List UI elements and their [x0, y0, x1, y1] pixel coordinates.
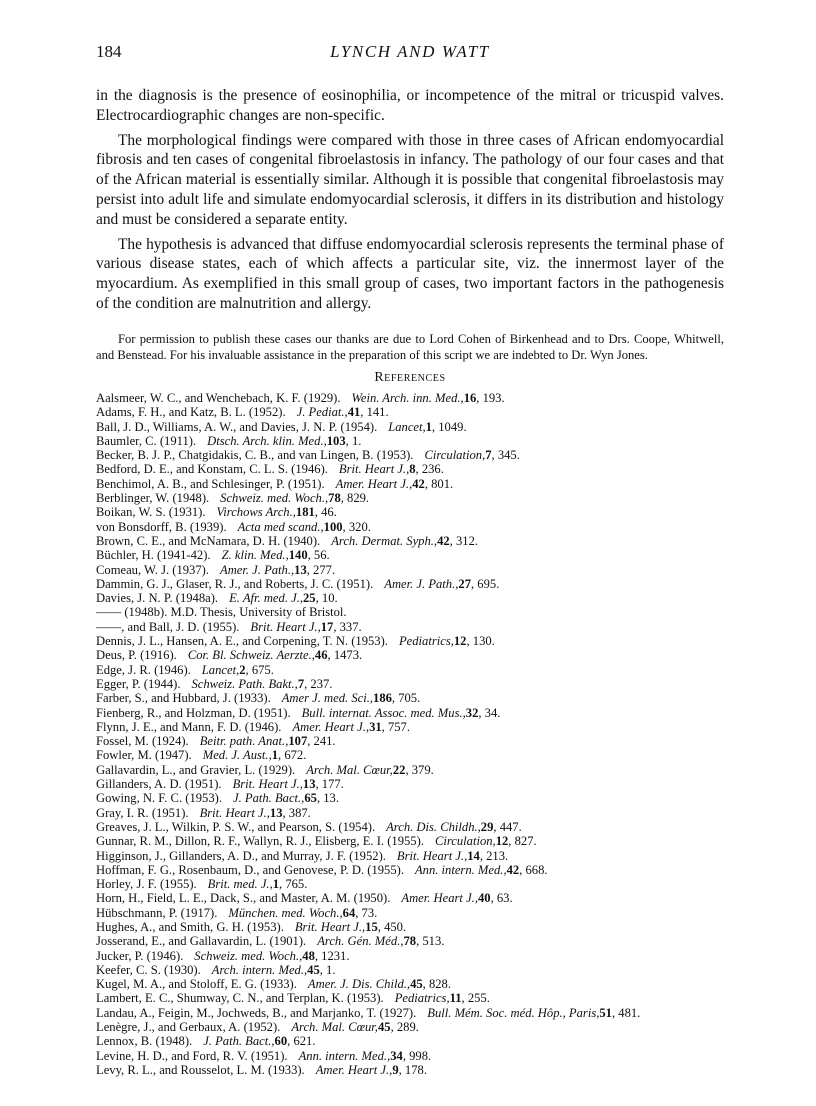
reference-author: Dammin, G. J., Glaser, R. J., and Roberts, J. C. (1951).	[96, 576, 374, 591]
reference-item	[96, 1020, 736, 1034]
reference-journal: Schweiz. med. Woch.,	[220, 491, 329, 506]
reference-journal: Bull. internat. Assoc. med. Mus.,	[301, 705, 466, 720]
reference-volume: 2	[239, 662, 246, 677]
references-list	[96, 391, 736, 1077]
reference-volume: 78	[328, 491, 341, 506]
reference-volume: 7	[297, 676, 305, 691]
reference-item	[96, 720, 736, 734]
reference-item	[96, 505, 736, 519]
reference-item	[96, 963, 736, 977]
reference-journal: Ann. intern. Med.,	[298, 1048, 391, 1063]
reference-author: Keefer, C. S. (1930).	[96, 962, 201, 977]
reference-journal: Amer J. med. Sci.,	[281, 691, 374, 706]
reference-page: , 13.	[316, 791, 339, 806]
reference-journal: Amer. Heart J.,	[315, 1062, 393, 1077]
reference-author: Jucker, P. (1946).	[96, 948, 184, 963]
reference-journal: Pediatrics,	[394, 991, 450, 1006]
reference-author: Greaves, J. L., Wilkin, P. S. W., and Pearson, S. (1954).	[96, 819, 376, 834]
reference-page: , 56.	[307, 548, 330, 563]
reference-journal: Brit. Heart J.,	[232, 777, 303, 792]
reference-item	[96, 391, 736, 405]
reference-volume: 60	[274, 1034, 288, 1049]
reference-author: Horn, H., Field, L. E., Dack, S., and Master, A. M. (1950).	[96, 891, 391, 906]
reference-author: Gray, I. R. (1951).	[96, 805, 189, 820]
acknowledgement-text: For permission to publish these cases our thanks are due to Lord Cohen of Birkenhead and to Drs. Coope, Whitwell, and Benstead. For his invaluable assistance in the preparation of this script we are indebted to Dr. Wyn Jones.	[96, 332, 724, 362]
reference-journal: Dtsch. Arch. klin. Med.,	[207, 433, 327, 448]
reference-volume: 65	[304, 791, 317, 806]
reference-page: , 757.	[381, 719, 410, 734]
reference-volume: 13	[302, 777, 316, 792]
reference-volume: 22	[392, 762, 406, 777]
reference-volume: 31	[369, 719, 382, 734]
reference-author: Josserand, E., and Gallavardin, L. (1901).	[96, 934, 307, 949]
reference-journal: Bull. Mém. Soc. méd. Hôp., Paris,	[427, 1005, 600, 1020]
reference-page: , 675.	[245, 662, 274, 677]
reference-author: Flynn, J. E., and Mann, F. D. (1946).	[96, 719, 282, 734]
reference-page: , 34.	[478, 705, 501, 720]
reference-item	[96, 677, 736, 691]
reference-volume: 45	[377, 1020, 391, 1035]
reference-item	[96, 734, 736, 748]
reference-item	[96, 420, 736, 434]
reference-page: , 1049.	[431, 419, 467, 434]
reference-author: Davies, J. N. P. (1948a).	[96, 591, 219, 606]
reference-item	[96, 849, 736, 863]
reference-author: Farber, S., and Hubbard, J. (1933).	[96, 691, 271, 706]
reference-journal: Amer. Heart J.,	[292, 719, 370, 734]
reference-author: Gunnar, R. M., Dillon, R. F., Wallyn, R. J., Elisberg, E. I. (1955).	[96, 834, 424, 849]
reference-page: , 320.	[342, 519, 371, 534]
reference-journal: E. Afr. med. J.,	[229, 591, 303, 606]
reference-volume: 14	[467, 848, 480, 863]
reference-volume: 48	[302, 948, 315, 963]
reference-page: , 827.	[508, 834, 537, 849]
reference-item	[96, 706, 736, 720]
reference-journal: Pediatrics,	[398, 634, 454, 649]
reference-item	[96, 548, 736, 562]
reference-page: , 46.	[314, 505, 337, 520]
reference-page: , 73.	[355, 905, 378, 920]
reference-volume: 34	[390, 1048, 403, 1063]
reference-item	[96, 834, 736, 848]
body-text	[96, 86, 724, 319]
reference-journal: Brit. Heart J.,	[338, 462, 410, 477]
reference-journal: Wein. Arch. inn. Med.,	[351, 391, 464, 405]
reference-page: , 178.	[398, 1062, 427, 1077]
reference-author: Landau, A., Feigin, M., Jochweds, B., and Marjanko, T. (1927).	[96, 1005, 417, 1020]
reference-page: , 1.	[345, 433, 362, 448]
reference-volume: 1	[425, 419, 432, 434]
reference-volume: 64	[342, 905, 356, 920]
reference-item	[96, 605, 736, 619]
reference-item	[96, 520, 736, 534]
reference-journal: Schweiz. med. Woch.,	[194, 948, 303, 963]
reference-item	[96, 891, 736, 905]
reference-item	[96, 906, 736, 920]
reference-volume: 32	[465, 705, 479, 720]
reference-page: , 672.	[278, 748, 307, 763]
reference-author: Berblinger, W. (1948).	[96, 491, 210, 506]
reference-volume: 41	[347, 405, 361, 420]
reference-item	[96, 748, 736, 762]
reference-volume: 7	[485, 448, 492, 463]
reference-item	[96, 763, 736, 777]
reference-journal: J. Path. Bact.,	[232, 791, 305, 806]
reference-volume: 1	[272, 877, 280, 892]
reference-author: Levine, H. D., and Ford, R. V. (1951).	[96, 1048, 288, 1063]
reference-journal: J. Pediat.,	[296, 405, 348, 420]
reference-journal: Z. klin. Med.,	[221, 548, 289, 563]
paragraph: The hypothesis is advanced that diffuse endomyocardial sclerosis represents the terminal phase of various disease states, each of which affects a particular site, viz. the innermost layer of the myocardium. As exemplified in this small group of cases, two important factors in the pathogenesis of the condition are malnutrition and allergy.	[96, 235, 724, 312]
reference-author: Benchimol, A. B., and Schlesinger, P. (1951).	[96, 476, 325, 491]
reference-item	[96, 663, 736, 677]
reference-page: , 237.	[304, 676, 333, 691]
reference-journal: München. med. Woch.,	[228, 905, 343, 920]
reference-author: Lennox, B. (1948).	[96, 1034, 193, 1049]
reference-page: , 513.	[416, 934, 445, 949]
reference-item	[96, 434, 736, 448]
reference-journal: Arch. Mal. Cœur,	[291, 1020, 378, 1035]
reference-author: Fowler, M. (1947).	[96, 748, 192, 763]
reference-volume: 16	[463, 391, 477, 405]
running-title: LYNCH AND WATT	[330, 42, 490, 61]
reference-journal: Brit. Heart J.,	[396, 848, 468, 863]
reference-item	[96, 877, 736, 891]
reference-item	[96, 448, 736, 462]
reference-author: Kugel, M. A., and Stoloff, E. G. (1933).	[96, 977, 297, 992]
reference-volume: 42	[412, 476, 425, 491]
reference-item	[96, 863, 736, 877]
reference-volume: 40	[477, 891, 491, 906]
reference-author: Becker, B. J. P., Chatgidakis, C. B., and van Lingen, B. (1953).	[96, 448, 414, 463]
reference-volume: 186	[373, 691, 392, 706]
reference-journal: Arch. Mal. Cœur,	[306, 762, 393, 777]
reference-item	[96, 977, 736, 991]
reference-page: , 668.	[519, 862, 548, 877]
reference-journal: Arch. intern. Med.,	[211, 962, 308, 977]
reference-author: Lenègre, J., and Gerbaux, A. (1952).	[96, 1020, 281, 1035]
reference-page: , 63.	[490, 891, 513, 906]
reference-page: , 289.	[390, 1020, 419, 1035]
reference-page: , 998.	[402, 1048, 432, 1063]
reference-page: , 1473.	[327, 648, 363, 663]
reference-volume: 51	[599, 1005, 612, 1020]
reference-journal: Circulation,	[434, 834, 496, 849]
reference-item	[96, 1006, 736, 1020]
reference-item	[96, 1049, 736, 1063]
reference-volume: 107	[288, 734, 308, 749]
reference-volume: 12	[495, 834, 509, 849]
reference-author: Fienberg, R., and Holzman, D. (1951).	[96, 705, 291, 720]
reference-item	[96, 791, 736, 805]
reference-page: , 379.	[405, 762, 434, 777]
reference-journal: Brit. med. J.,	[207, 877, 273, 892]
reference-journal: Beitr. path. Anat.,	[199, 734, 289, 749]
reference-item	[96, 806, 736, 820]
reference-volume: 25	[303, 591, 316, 606]
reference-journal: J. Path. Bact.,	[203, 1034, 275, 1049]
reference-page: , 450.	[377, 919, 407, 934]
reference-volume: 11	[449, 991, 462, 1006]
reference-author: Comeau, W. J. (1937).	[96, 562, 209, 577]
reference-journal: Brit. Heart J.,	[250, 619, 321, 634]
reference-page: , 765.	[279, 877, 308, 892]
reference-journal: Virchows Arch.,	[216, 505, 296, 520]
reference-volume: 15	[365, 919, 378, 934]
reference-journal: Brit. Heart J.,	[294, 919, 366, 934]
reference-volume: 27	[458, 576, 471, 591]
reference-author: Brown, C. E., and McNamara, D. H. (1940).	[96, 533, 321, 548]
reference-journal: Ann. intern. Med.,	[414, 862, 507, 877]
reference-page: , 829.	[340, 491, 370, 506]
reference-page: , 337.	[333, 619, 362, 634]
reference-volume: 8	[409, 462, 416, 477]
reference-author: Lambert, E. C., Shumway, C. N., and Terplan, K. (1953).	[96, 991, 384, 1006]
paragraph: in the diagnosis is the presence of eosinophilia, or incompetence of the mitral or tricuspid valves. Electrocardiographic changes are non-specific.	[96, 87, 724, 124]
reference-page: , 255.	[461, 991, 490, 1006]
reference-page: , 236.	[415, 462, 444, 477]
reference-page: , 695.	[471, 576, 500, 591]
reference-page: , 387.	[282, 805, 311, 820]
reference-page: , 177.	[315, 777, 344, 792]
reference-item	[96, 634, 736, 648]
reference-journal: Amer. Heart J.,	[401, 891, 478, 906]
reference-author: Gallavardin, L., and Gravier, L. (1929).	[96, 762, 296, 777]
reference-journal: Cor. Bl. Schweiz. Aerzte.,	[187, 648, 315, 663]
reference-volume: 13	[269, 805, 283, 820]
reference-page: , 312.	[449, 533, 479, 548]
reference-author: Egger, P. (1944).	[96, 676, 181, 691]
reference-page: , 447.	[493, 819, 522, 834]
reference-author: —— (1948b). M.D. Thesis, University of Bristol.	[96, 605, 347, 620]
reference-volume: 46	[314, 648, 328, 663]
reference-volume: 42	[506, 862, 520, 877]
reference-item	[96, 777, 736, 791]
reference-author: von Bonsdorff, B. (1939).	[96, 519, 227, 534]
reference-page: , 345.	[491, 448, 520, 463]
reference-page: , 1231.	[314, 948, 350, 963]
reference-author: Deus, P. (1916).	[96, 648, 177, 663]
reference-volume: 45	[410, 977, 423, 992]
reference-item	[96, 691, 736, 705]
reference-volume: 9	[392, 1062, 399, 1077]
reference-author: Adams, F. H., and Katz, B. L. (1952).	[96, 405, 286, 420]
reference-volume: 42	[437, 533, 450, 548]
reference-item	[96, 820, 736, 834]
reference-item	[96, 991, 736, 1005]
reference-page: , 801.	[424, 476, 454, 491]
reference-page: , 10.	[315, 591, 338, 606]
reference-author: Edge, J. R. (1946).	[96, 662, 191, 677]
reference-author: Hughes, A., and Smith, G. H. (1953).	[96, 919, 284, 934]
reference-journal: Amer. J. Path.,	[220, 562, 295, 577]
reference-item	[96, 491, 736, 505]
reference-author: Büchler, H. (1941-42).	[96, 548, 211, 563]
reference-item	[96, 591, 736, 605]
references-heading: References	[374, 369, 446, 384]
reference-journal: Schweiz. Path. Bakt.,	[191, 676, 298, 691]
reference-author: Horley, J. F. (1955).	[96, 877, 197, 892]
reference-author: Boikan, W. S. (1931).	[96, 505, 206, 520]
reference-journal: Arch. Gén. Méd.,	[317, 934, 404, 949]
reference-journal: Arch. Dis. Childh.,	[386, 819, 481, 834]
reference-item	[96, 477, 736, 491]
reference-volume: 13	[294, 562, 307, 577]
reference-journal: Amer. J. Dis. Child.,	[307, 977, 411, 992]
reference-author: Fossel, M. (1924).	[96, 734, 189, 749]
reference-volume: 17	[320, 619, 334, 634]
reference-author: Hübschmann, P. (1917).	[96, 905, 218, 920]
reference-item	[96, 534, 736, 548]
reference-journal: Brit. Heart J.,	[199, 805, 270, 820]
reference-author: Levy, R. L., and Rousselot, L. M. (1933).	[96, 1062, 305, 1077]
reference-volume: 140	[288, 548, 308, 563]
reference-volume: 1	[271, 748, 279, 763]
reference-author: Gillanders, A. D. (1951).	[96, 777, 222, 792]
reference-journal: Circulation,	[424, 448, 486, 463]
reference-item	[96, 1063, 736, 1077]
reference-item	[96, 462, 736, 476]
reference-page: , 213.	[479, 848, 509, 863]
reference-author: Gowing, N. F. C. (1953).	[96, 791, 222, 806]
reference-journal: Arch. Dermat. Syph.,	[331, 533, 438, 548]
reference-author: Baumler, C. (1911).	[96, 433, 197, 448]
reference-page: , 193.	[476, 391, 505, 405]
reference-volume: 45	[307, 962, 320, 977]
reference-page: , 277.	[306, 562, 336, 577]
reference-volume: 12	[453, 634, 467, 649]
reference-item	[96, 405, 736, 419]
paragraph: The morphological findings were compared with those in three cases of African endomyocardial fibrosis and ten cases of congenital fibroelastosis in infancy. The pathology of our four cases and that of the African material is essentially similar. Although it is possible that congenital fibroelastosis may persist into adult life and simulate endomyocardial sclerosis, it differs in its distribution and histology and must be considered a separate entity.	[96, 131, 724, 228]
reference-author: Aalsmeer, W. C., and Wenchebach, K. F. (1929).	[96, 391, 341, 405]
reference-item	[96, 577, 736, 591]
reference-item	[96, 620, 736, 634]
page-number: 184	[96, 42, 122, 61]
reference-item	[96, 1034, 736, 1048]
reference-volume: 181	[295, 505, 315, 520]
reference-author: ——, and Ball, J. D. (1955).	[96, 619, 240, 634]
reference-journal: Lancet,	[201, 662, 240, 677]
reference-volume: 103	[326, 433, 346, 448]
reference-journal: Med. J. Aust.,	[202, 748, 272, 763]
reference-author: Hoffman, F. G., Rosenbaum, D., and Genovese, P. D. (1955).	[96, 862, 404, 877]
reference-page: , 241.	[307, 734, 336, 749]
reference-author: Dennis, J. L., Hansen, A. E., and Corpening, T. N. (1953).	[96, 634, 388, 649]
reference-item	[96, 934, 736, 948]
reference-journal: Acta med scand.,	[237, 519, 324, 534]
reference-page: , 481.	[611, 1005, 641, 1020]
reference-page: , 705.	[391, 691, 421, 706]
reference-item	[96, 949, 736, 963]
reference-item	[96, 920, 736, 934]
reference-author: Ball, J. D., Williams, A. W., and Davies, J. N. P. (1954).	[96, 419, 378, 434]
reference-page: , 828.	[422, 977, 451, 992]
acknowledgement	[96, 331, 724, 363]
reference-volume: 78	[403, 934, 417, 949]
page-header	[96, 42, 724, 66]
reference-page: , 141.	[360, 405, 389, 420]
reference-volume: 100	[323, 519, 343, 534]
reference-author: Higginson, J., Gillanders, A. D., and Murray, J. F. (1952).	[96, 848, 386, 863]
reference-page: , 1.	[319, 962, 336, 977]
reference-volume: 29	[480, 819, 494, 834]
reference-item	[96, 563, 736, 577]
reference-page: , 621.	[287, 1034, 316, 1049]
reference-page: , 130.	[466, 634, 495, 649]
reference-journal: Amer. J. Path.,	[384, 576, 459, 591]
reference-journal: Amer. Heart J.,	[335, 476, 413, 491]
reference-item	[96, 648, 736, 662]
reference-journal: Lancet,	[388, 419, 426, 434]
reference-author: Bedford, D. E., and Konstam, C. L. S. (1946).	[96, 462, 328, 477]
